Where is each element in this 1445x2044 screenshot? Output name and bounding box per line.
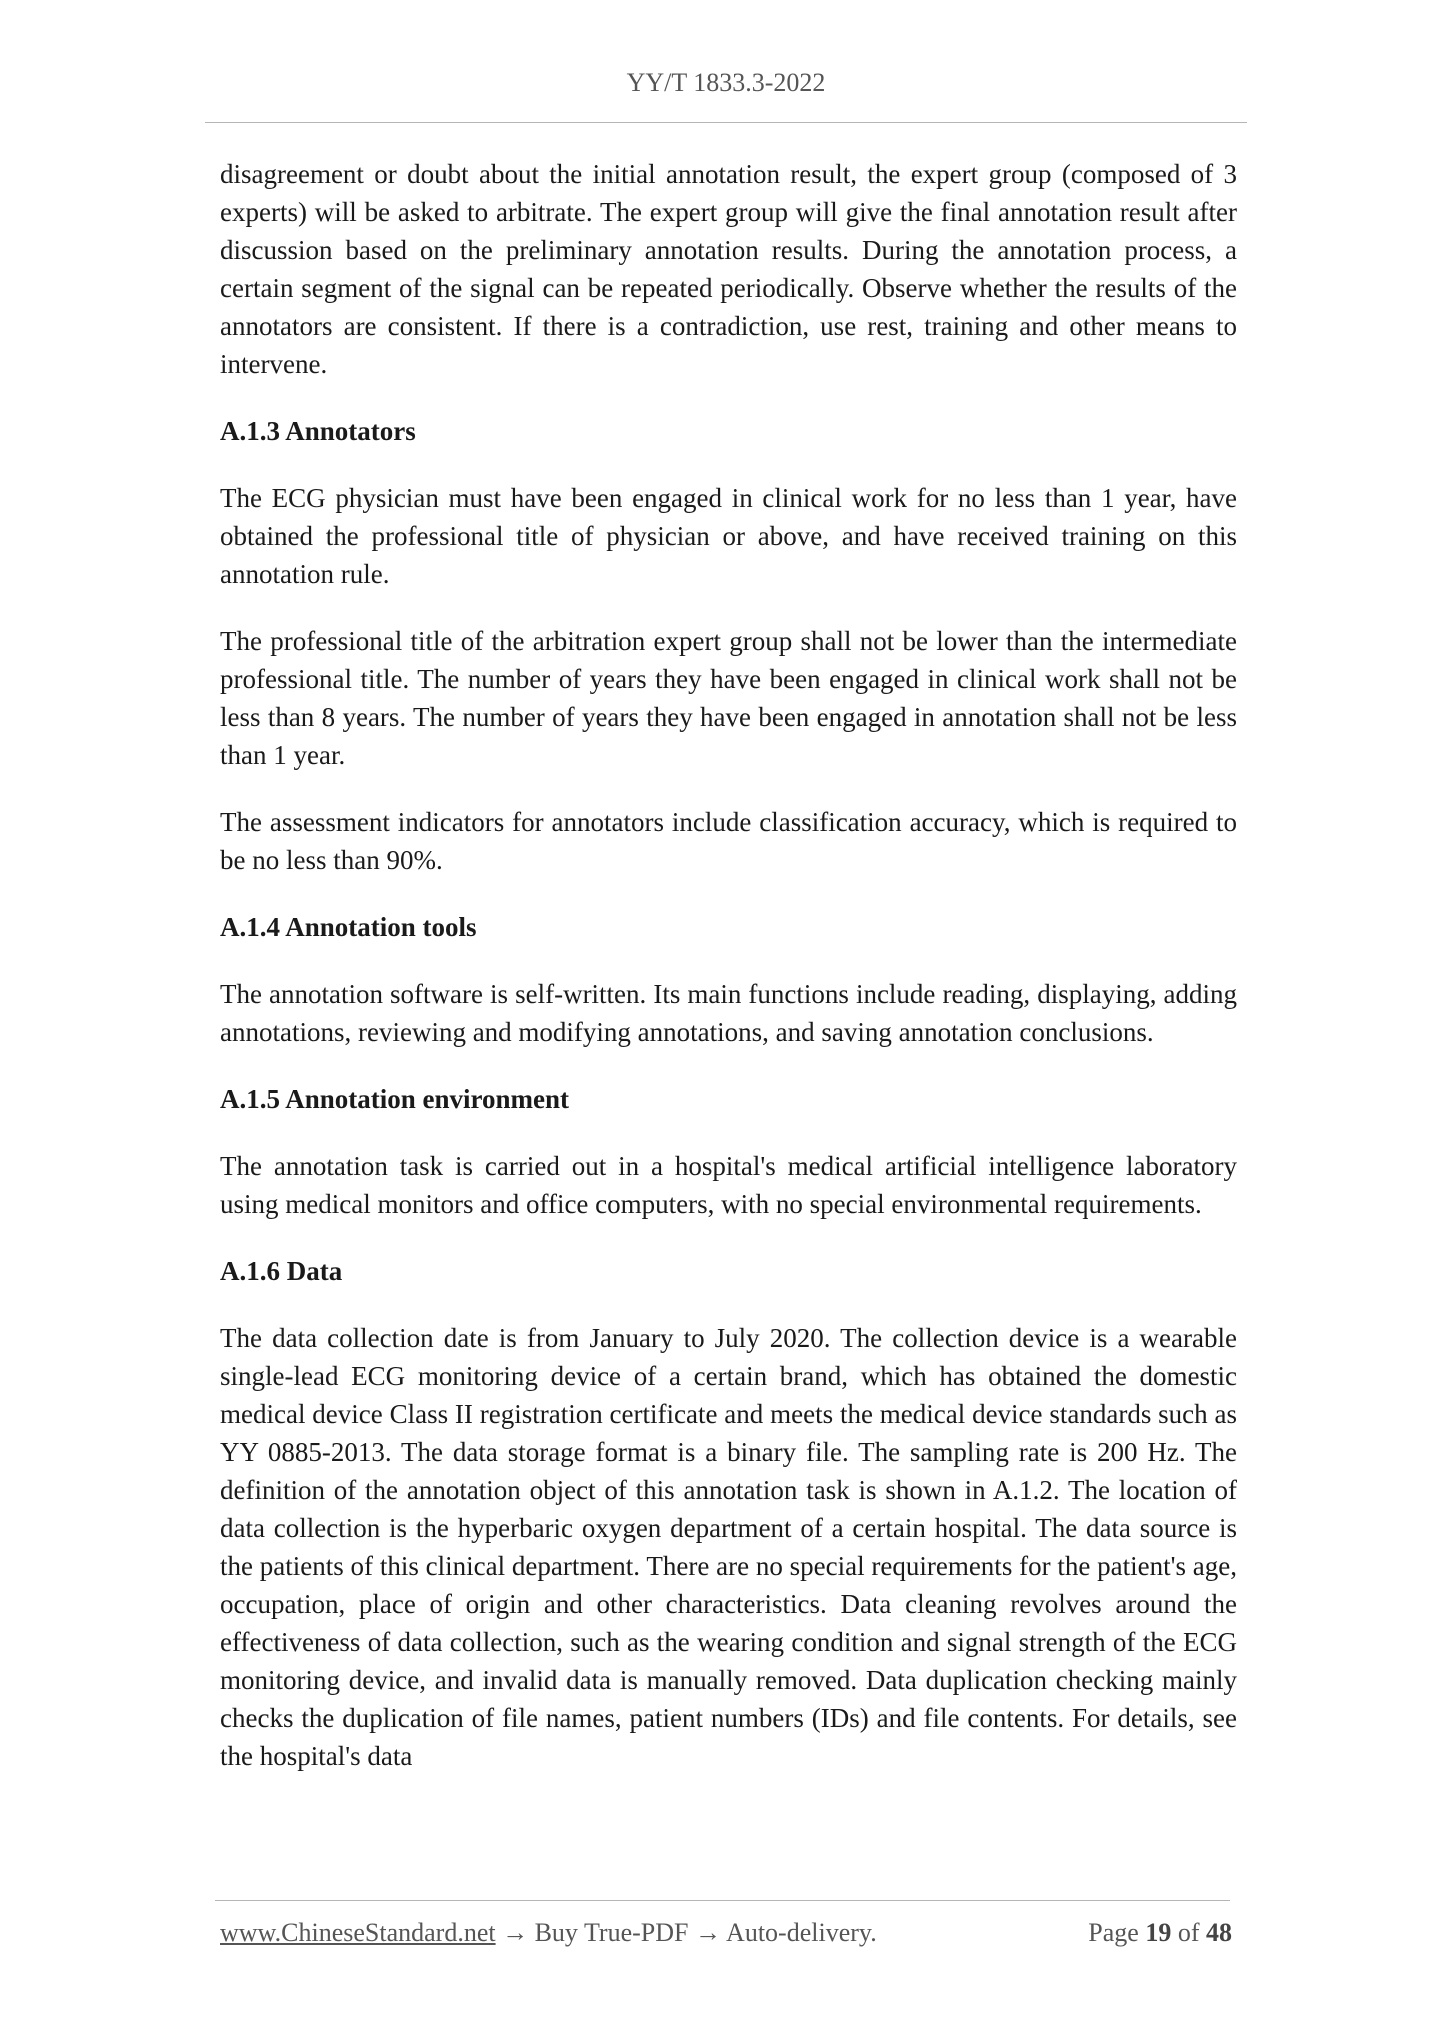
page-current: 19: [1145, 1918, 1172, 1947]
heading-annotation-tools: A.1.4 Annotation tools: [220, 912, 477, 942]
paragraph-annotation-software: The annotation software is self-written. Its main functions include reading, displaying, adding annotations, reviewing and modifying annotations, and saving annotation conclusions.: [220, 979, 1237, 1047]
paragraph-assessment-indicators: The assessment indicators for annotators include classification accuracy, which is required to be no less than 90%.: [220, 807, 1237, 875]
header-divider: [205, 122, 1247, 123]
document-body: [220, 155, 1237, 1804]
heading-data: A.1.6 Data: [220, 1256, 343, 1286]
page-number: [1088, 1918, 1232, 1948]
page-total: 48: [1206, 1918, 1232, 1947]
paragraph-arbitration: disagreement or doubt about the initial annotation result, the expert group (composed of 3 experts) will be asked to arbitrate. The expert group will give the final annotation result after discussion based on the preliminary annotation results. During the annotation process, a certain segment of the signal can be repeated periodically. Observe whether the results of the annotators are consistent. If there is a contradiction, use rest, training and other means to intervene.: [220, 159, 1237, 379]
heading-annotators: A.1.3 Annotators: [220, 416, 416, 446]
document-id-header: YY/T 1833.3-2022: [626, 68, 826, 97]
paragraph-environment: The annotation task is carried out in a hospital's medical artificial intelligence laboratory using medical monitors and office computers, with no special environmental requirements.: [220, 1151, 1237, 1219]
footer-promo-text: → Buy True-PDF → Auto-delivery.: [495, 1918, 877, 1947]
footer-promo: [220, 1918, 877, 1948]
page-of-label: of: [1177, 1918, 1200, 1947]
paragraph-expert-group-title: The professional title of the arbitration expert group shall not be lower than the intermediate professional title. The number of years they have been engaged in clinical work shall not be less than 8 years. The number of years they have been engaged in annotation shall not be less than 1 year.: [220, 626, 1237, 770]
paragraph-data-collection: The data collection date is from January to July 2020. The collection device is a wearable single-lead ECG monitoring device of a certain brand, which has obtained the domestic medical device Class II registration certificate and meets the medical device standards such as YY 0885-2013. The data storage format is a binary file. The sampling rate is 200 Hz. The definition of the annotation object of this annotation task is shown in A.1.2. The location of data collection is the hyperbaric oxygen department of a certain hospital. The data source is the patients of this clinical department. There are no special requirements for the patient's age, occupation, place of origin and other characteristics. Data cleaning revolves around the effectiveness of data collection, such as the wearing condition and signal strength of the ECG monitoring device, and invalid data is manually removed. Data duplication checking mainly checks the duplication of file names, patient numbers (IDs) and file contents. For details, see the hospital's data: [220, 1323, 1237, 1771]
footer-divider: [215, 1900, 1230, 1901]
chinesestandard-link[interactable]: www.ChineseStandard.net: [220, 1918, 496, 1947]
page-label: Page: [1088, 1918, 1139, 1947]
page-footer: [220, 1918, 1232, 1948]
heading-annotation-environment: A.1.5 Annotation environment: [220, 1084, 570, 1114]
paragraph-ecg-physician: The ECG physician must have been engaged in clinical work for no less than 1 year, have obtained the professional title of physician or above, and have received training on this annotation rule.: [220, 483, 1237, 589]
